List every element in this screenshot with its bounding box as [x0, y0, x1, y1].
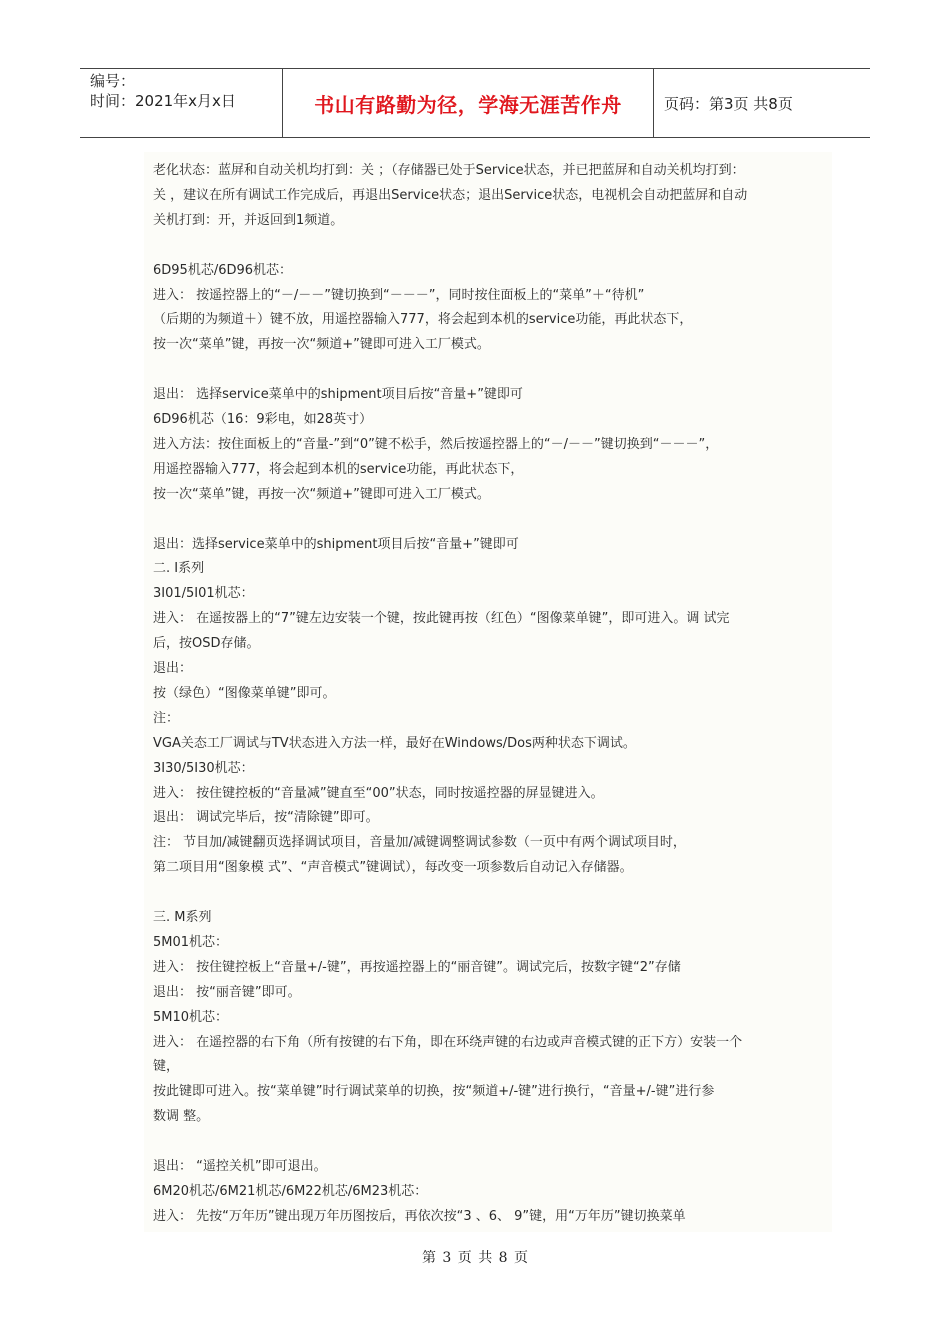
footer-total-pages: 8	[498, 1250, 508, 1266]
text-line: 按一次“菜单”键，再按一次“频道+”键即可进入工厂模式。	[153, 486, 490, 502]
text-line: 数调 整。	[153, 1109, 210, 1125]
text-line: 6D95机芯/6D96机芯：	[153, 262, 293, 278]
text-line: 退出：选择service菜单中的shipment项目后按“音量+”键即可	[153, 536, 519, 552]
document-date: 时间：2021年x月x日	[90, 92, 236, 110]
header-motto: 书山有路勤为径，学海无涯苦作舟	[282, 69, 654, 137]
text-line: 关 ，建议在所有调试工作完成后，再退出Service状态；退出Service状态，电视机会自动把蓝屏和自动	[153, 187, 748, 203]
text-line: 三. M系列	[153, 910, 212, 925]
text-line: 进入： 先按“万年历”键出现万年历图按后，再依次按“3 、6、 9”键，用“万年历”键切换菜单	[153, 1208, 686, 1224]
text-line: 6D96机芯（16：9彩电，如28英寸）	[153, 412, 373, 427]
header-left-cell	[80, 69, 282, 137]
text-line: 6M20机芯/6M21机芯/6M22机芯/6M23机芯：	[153, 1183, 428, 1199]
text-line: 按此键即可进入。按“菜单键”时行调试菜单的切换，按“频道+/-键”进行换行，“音量+/-键”进行参	[153, 1084, 715, 1100]
text-line: 进入方法：按住面板上的“音量-”到“0”键不松手，然后按遥控器上的“－/－－”键切换到“－－－”，	[153, 436, 719, 452]
footer-di: 第	[421, 1250, 436, 1266]
text-line: 退出： 选择service菜单中的shipment项目后按“音量+”键即可	[153, 387, 523, 403]
footer-ye: 页	[457, 1250, 472, 1266]
text-line: 退出： “遥控关机”即可退出。	[153, 1159, 327, 1174]
text-line: 进入： 按遥控器上的“－/－－”键切换到“－－－”，同时按住面板上的“菜单”＋“待机”	[153, 287, 645, 303]
text-line: 后，按OSD存储。	[153, 636, 260, 652]
text-line: 进入： 按住键控板的“音量减”键直至“00”状态，同时按遥控器的屏显键进入。	[153, 785, 604, 801]
text-line: 按一次“菜单”键，再按一次“频道+”键即可进入工厂模式。	[153, 337, 490, 353]
page-footer	[0, 1247, 950, 1267]
text-line: VGA关态工厂调试与TV状态进入方法一样，最好在Windows/Dos两种状态下调试。	[153, 735, 636, 751]
document-number-label: 编号：	[90, 72, 136, 90]
footer-ye-2: 页	[514, 1250, 529, 1266]
footer-gong: 共	[478, 1250, 493, 1266]
text-line: 注：	[153, 710, 180, 726]
text-line: 退出：	[153, 661, 193, 676]
text-line: 3I01/5I01机芯：	[153, 586, 254, 602]
text-line: 用遥控器输入777，将会起到本机的service功能，再此状态下，	[153, 461, 524, 477]
text-line: 5M10机芯：	[153, 1009, 229, 1025]
text-line: 进入： 在遥按器上的“7”键左边安装一个键，按此键再按（红色）“图像菜单键”，即可进入。调 试完	[153, 611, 730, 627]
page-header	[80, 68, 870, 138]
text-line: 退出： 调试完毕后，按“清除键”即可。	[153, 810, 379, 826]
header-page-info: 页码：第3页 共8页	[664, 94, 793, 113]
text-line: 键，	[153, 1059, 180, 1075]
text-line: （后期的为频道＋）键不放，用遥控器输入777，将会起到本机的service功能，再此状态下，	[153, 312, 693, 328]
text-line: 退出： 按“丽音键”即可。	[153, 984, 301, 1000]
text-line: 第二项目用“图象模 式”、“声音模式”键调试），每改变一项参数后自动记入存储器。	[153, 860, 633, 876]
text-line: 进入： 在遥控器的右下角（所有按键的右下角，即在环绕声键的右边或声音模式键的正下方）安装一个	[153, 1034, 743, 1050]
document-body	[144, 152, 832, 1232]
text-line: 5M01机芯：	[153, 934, 229, 950]
text-line: 3I30/5I30机芯：	[153, 760, 254, 776]
text-line: 按（绿色）“图像菜单键”即可。	[153, 685, 336, 701]
text-line: 关机打到：开，并返回到1频道。	[153, 212, 344, 228]
footer-page-number: 3	[442, 1250, 452, 1266]
text-line: 老化状态：蓝屏和自动关机均打到：关 ；（存储器已处于Service状态，并已把蓝屏和自动关机均打到：	[153, 163, 745, 178]
text-line: 注： 节目加/减键翻页选择调试项目，音量加/减键调整调试参数（一页中有两个调试项目时，	[153, 835, 686, 851]
text-line: 二. I系列	[153, 561, 205, 577]
text-line: 进入： 按住键控板上“音量+/-键”，再按遥控器上的“丽音键”。调试完后，按数字键“2”存储	[153, 959, 681, 975]
